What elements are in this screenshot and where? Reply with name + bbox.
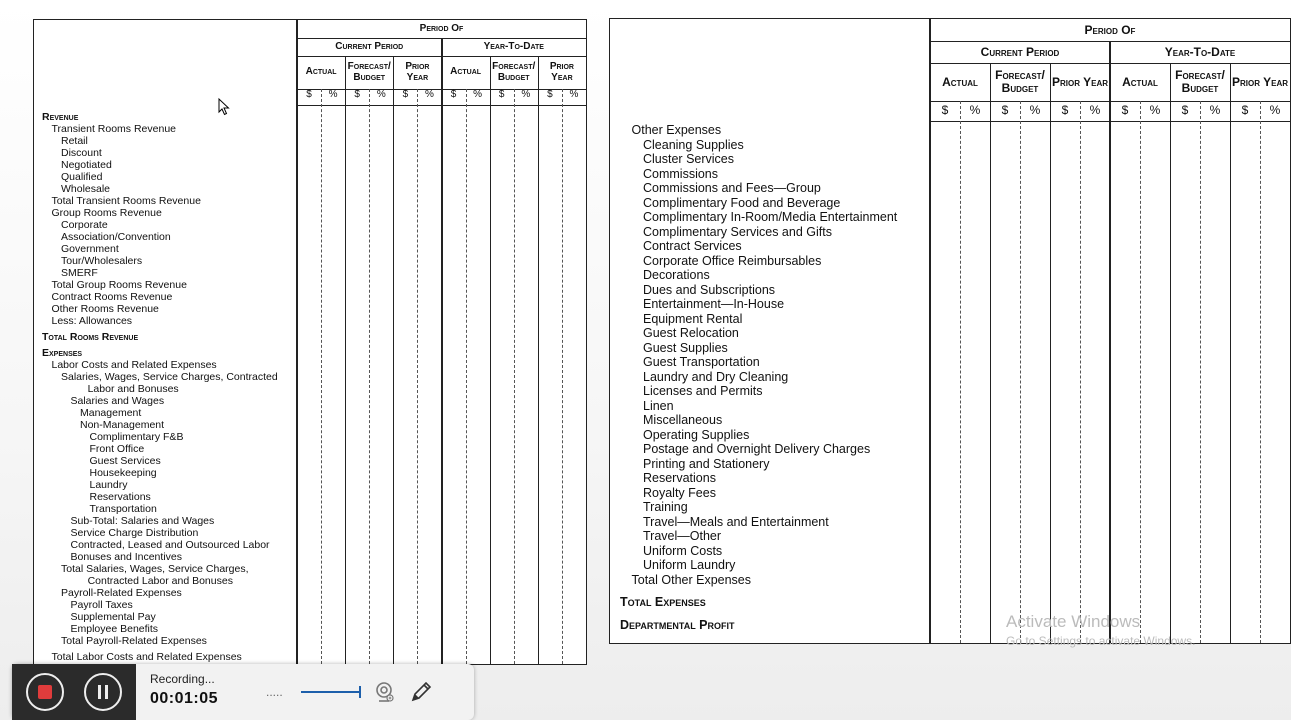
left-percent-label: % [424, 89, 434, 100]
right-dollar-percent-divider [1260, 101, 1261, 643]
left-dollar-percent-divider [369, 89, 370, 664]
left-dollar-percent-divider [417, 89, 418, 664]
right-line-item: Travel—Meals and Entertainment [643, 514, 829, 529]
left-line-item: Less: Allowances [51, 315, 133, 327]
right-line-item: Guest Transportation [643, 355, 760, 369]
pause-recording-button[interactable] [84, 673, 122, 711]
right-line-item: Linen [643, 398, 674, 413]
right-line-item: Cluster Services [643, 152, 734, 166]
left-line-item: Transportation [89, 503, 157, 515]
left-line-item: Wholesale [61, 183, 111, 195]
right-dollar-percent-divider [1020, 101, 1021, 643]
left-line-item: Discount [61, 147, 102, 159]
left-year-to-date-header: Year-To-Date [483, 40, 544, 52]
left-column-rule [586, 56, 587, 664]
recording-info [150, 672, 256, 712]
right-percent-label: % [1269, 103, 1281, 117]
recording-status: Recording... [150, 672, 215, 686]
right-percent-label: % [1149, 103, 1161, 117]
left-line-item: Total Group Rooms Revenue [51, 279, 187, 291]
right-line-item: Dues and Subscriptions [643, 282, 776, 297]
left-dollar-label: $ [402, 89, 409, 100]
right-line-item: Uniform Laundry [643, 558, 736, 572]
right-line-item: Guest Supplies [643, 340, 728, 355]
right-line-item: Total Other Expenses [631, 572, 752, 587]
right-line-item: Complimentary In-Room/Media Entertainment [643, 210, 898, 224]
right-section-heading: Total Expenses [620, 595, 706, 609]
right-percent-label: % [1029, 103, 1041, 117]
right-columns-table [930, 19, 1290, 643]
right-period-of-header: Period Of [1084, 22, 1136, 37]
left-column-header-2: Prior Year [405, 61, 430, 83]
left-line-item: Reservations [89, 491, 151, 503]
right-line-item: Printing and Stationery [643, 456, 770, 471]
right-column-rule [1050, 63, 1051, 643]
left-column-header-1: Forecast/ Budget [347, 61, 391, 83]
recording-timer: 00:01:05 [150, 690, 219, 707]
left-line-item: Total Labor Costs and Related Expenses [51, 651, 242, 663]
left-line-item: Payroll-Related Expenses [61, 587, 182, 599]
right-percent-label: % [1209, 103, 1221, 117]
left-line-item: Negotiated [61, 159, 112, 171]
left-line-item: Management [80, 407, 142, 419]
left-line-item: Group Rooms Revenue [51, 207, 162, 219]
left-dollar-percent-divider [514, 89, 515, 664]
right-dollar-label: $ [1061, 103, 1069, 117]
left-line-item: Labor and Bonuses [87, 383, 179, 395]
left-percent-label: % [328, 89, 338, 100]
left-dollar-percent-divider [562, 89, 563, 664]
right-percent-label: % [969, 103, 981, 117]
left-line-item: Contracted Labor and Bonuses [87, 575, 233, 587]
right-line-item: Complimentary Food and Beverage [643, 195, 841, 210]
right-year-to-date-header: Year-To-Date [1164, 44, 1236, 59]
left-line-item: Non-Management [80, 419, 165, 431]
left-line-item: Tour/Wholesalers [61, 255, 143, 267]
right-column-header-1: Forecast/ Budget [1175, 68, 1225, 95]
left-line-item: Supplemental Pay [70, 611, 156, 623]
right-line-item: Other Expenses [631, 123, 722, 137]
right-line-item: Entertainment—In-House [643, 297, 785, 311]
right-line-item: Cleaning Supplies [643, 137, 744, 152]
left-income-statement-sheet [33, 19, 587, 665]
left-line-item: Transient Rooms Revenue [51, 123, 177, 135]
right-column-rule [1170, 63, 1171, 643]
right-column-header-2: Prior Year [1051, 74, 1108, 89]
right-dollar-label: $ [1241, 103, 1249, 117]
right-current-period-header: Current Period [980, 44, 1060, 59]
left-line-item: Total Salaries, Wages, Service Charges, [61, 563, 249, 575]
left-line-item: Salaries and Wages [70, 395, 165, 407]
right-line-item: Royalty Fees [643, 485, 716, 500]
left-dollar-percent-divider [321, 89, 322, 664]
left-percent-label: % [473, 89, 483, 100]
left-column-rule [538, 56, 539, 664]
right-dollar-label: $ [1121, 103, 1129, 117]
left-percent-label: % [376, 89, 386, 100]
left-line-item: Retail [61, 135, 88, 147]
right-line-item: Corporate Office Reimbursables [643, 253, 822, 268]
left-line-item: Contracted, Leased and Outsourced Labor [70, 539, 270, 551]
right-line-item: Postage and Overnight Delivery Charges [643, 442, 871, 456]
right-line-item: Equipment Rental [643, 311, 743, 326]
audio-level-dots: ..... [266, 685, 283, 699]
left-line-item: Service Charge Distribution [70, 527, 199, 539]
right-dollar-percent-divider [960, 101, 961, 643]
left-line-item: Laundry [89, 479, 128, 491]
left-line-item: Other Rooms Revenue [51, 303, 159, 315]
right-line-item: Commissions [643, 166, 719, 181]
right-column-header-0: Actual [942, 74, 978, 89]
left-line-item: Salaries, Wages, Service Charges, Contracted [61, 371, 278, 383]
left-line-item: Employee Benefits [70, 623, 159, 635]
left-columns-table [297, 20, 586, 664]
left-percent-label: % [569, 89, 579, 100]
left-line-item: Payroll Taxes [70, 599, 133, 611]
left-column-header-2: Prior Year [549, 61, 574, 83]
right-line-item: Reservations [643, 471, 716, 485]
left-period-of-header: Period Of [419, 22, 464, 34]
left-column-header-1: Forecast/ Budget [492, 61, 536, 83]
left-dollar-label: $ [547, 89, 553, 100]
left-dollar-label: $ [450, 89, 457, 100]
left-section-heading: Expenses [42, 347, 83, 359]
right-column-rule [1109, 41, 1111, 643]
left-line-item: Labor Costs and Related Expenses [51, 359, 217, 371]
left-column-rule [441, 38, 443, 664]
left-line-item: Complimentary F&B [89, 431, 184, 443]
right-section-heading: Departmental Profit [620, 617, 735, 632]
left-dollar-label: $ [354, 89, 360, 100]
stop-recording-button[interactable] [26, 673, 64, 711]
right-dollar-label: $ [1001, 103, 1009, 117]
right-dollar-label: $ [1181, 103, 1189, 117]
left-line-item: Housekeeping [89, 467, 157, 479]
right-percent-label: % [1089, 103, 1101, 117]
left-column-rule [393, 56, 394, 664]
left-dollar-label: $ [498, 89, 505, 100]
screen-recorder-toolbar [12, 664, 474, 720]
right-column-rule [1230, 63, 1231, 643]
right-line-item: Travel—Other [643, 529, 722, 543]
left-percent-label: % [521, 89, 531, 100]
left-line-item: Total Transient Rooms Revenue [51, 195, 201, 207]
recorder-controls [12, 664, 136, 720]
mouse-cursor-icon [218, 98, 230, 116]
right-line-item: Miscellaneous [643, 413, 723, 427]
right-line-item: Training [643, 500, 688, 514]
right-column-rule [990, 63, 991, 643]
right-column-header-0: Actual [1122, 74, 1158, 89]
watermark-title: Activate Windows [1006, 612, 1141, 631]
right-line-item: Guest Relocation [643, 326, 739, 340]
stop-icon [38, 685, 52, 699]
right-line-item: Uniform Costs [643, 543, 723, 558]
left-column-header-0: Actual [450, 66, 482, 78]
left-column-header-0: Actual [305, 66, 337, 78]
left-line-item: Sub-Total: Salaries and Wages [70, 515, 215, 527]
right-line-item: Operating Supplies [643, 427, 750, 442]
volume-slider[interactable] [301, 686, 361, 698]
left-line-item: Contract Rooms Revenue [51, 291, 173, 303]
left-dollar-percent-divider [466, 89, 467, 664]
left-dollar-label: $ [306, 89, 312, 100]
right-column-header-2: Prior Year [1231, 74, 1288, 89]
left-line-item: Guest Services [89, 455, 161, 467]
left-line-items [42, 111, 278, 663]
left-column-rule [345, 56, 346, 664]
right-line-item: Licenses and Permits [643, 384, 763, 398]
left-line-item: Corporate [61, 219, 108, 231]
activate-windows-watermark [1006, 612, 1195, 648]
left-line-item: Total Payroll-Related Expenses [61, 635, 207, 647]
pause-icon [96, 685, 110, 699]
left-line-item: Association/Convention [61, 231, 171, 243]
left-column-rule [296, 20, 298, 664]
right-income-statement-sheet [609, 18, 1291, 644]
watermark-subtitle: Go to Settings to activate Windows. [1006, 634, 1196, 648]
pen-icon[interactable] [409, 680, 433, 704]
right-dollar-percent-divider [1200, 101, 1201, 643]
left-column-rule [490, 56, 491, 664]
left-line-item: SMERF [61, 267, 98, 279]
right-line-item: Commissions and Fees—Group [643, 181, 821, 195]
left-section-heading: Revenue [42, 111, 79, 123]
left-line-item: Government [61, 243, 119, 255]
right-dollar-percent-divider [1080, 101, 1081, 643]
right-line-item: Laundry and Dry Cleaning [643, 369, 789, 384]
left-line-item: Bonuses and Incentives [70, 551, 182, 563]
right-column-header-1: Forecast/ Budget [995, 68, 1045, 95]
left-line-item: Qualified [61, 171, 103, 183]
left-current-period-header: Current Period [335, 40, 404, 52]
right-line-item: Contract Services [643, 239, 742, 253]
webcam-icon[interactable] [373, 681, 395, 703]
right-line-items [620, 123, 897, 632]
right-dollar-percent-divider [1140, 101, 1141, 643]
left-line-item: Front Office [89, 443, 145, 455]
right-line-item: Complimentary Services and Gifts [643, 224, 832, 239]
right-dollar-label: $ [941, 103, 949, 117]
left-section-heading: Total Rooms Revenue [42, 331, 139, 343]
right-line-item: Decorations [643, 268, 710, 282]
